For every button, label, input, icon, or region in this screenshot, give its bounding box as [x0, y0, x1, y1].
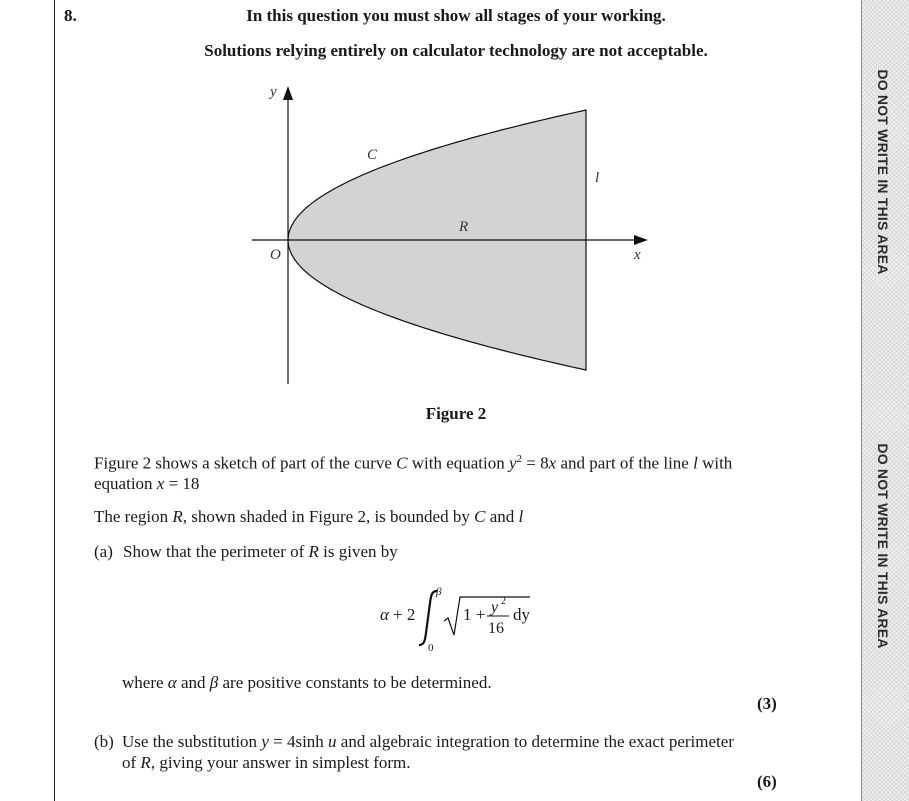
part-b-label: (b) — [94, 732, 114, 751]
x-axis-arrow — [634, 235, 648, 245]
paragraph-description: Figure 2 shows a sketch of part of the curve C with equation $y^2 = 8x$ and part of the line l with equation x = 18 — [94, 453, 733, 493]
part-a-marks: (3) — [757, 694, 777, 713]
origin-label: O — [270, 247, 281, 263]
line-label-l: l — [595, 170, 600, 186]
fraction-numerator: y — [491, 599, 499, 616]
perimeter-integral-formula — [380, 583, 580, 653]
curve-label-c: C — [367, 147, 378, 163]
x-axis-label: x — [634, 247, 641, 263]
y-axis-arrow — [283, 86, 293, 100]
integral-lower-limit: 0 — [428, 642, 434, 653]
formula-plus-two: + 2 — [393, 605, 416, 624]
part-a-label: (a) — [94, 542, 113, 561]
formula-alpha: α — [380, 605, 389, 624]
constants-note: where α and β are positive constants to be determined. — [122, 673, 492, 692]
integral-upper-limit: β — [436, 586, 442, 598]
fraction-numerator-exponent: 2 — [501, 596, 506, 607]
instruction-calculator: Solutions relying entirely on calculator technology are not acceptable. — [204, 41, 708, 60]
integral-sign — [419, 591, 437, 645]
region-label-r: R — [459, 219, 469, 235]
paragraph-region: The region R, shown shaded in Figure 2, is bounded by C and l — [94, 507, 524, 526]
part-b-prompt: (b) Use the substitution y = 4sinh u and algebraic integration to determine the exact perimeter of R, giving your answer in simplest form. — [94, 732, 734, 772]
question-number: 8. — [64, 6, 77, 25]
formula-one-plus: 1 + — [463, 605, 486, 624]
figure-caption: Figure 2 — [425, 404, 487, 423]
y-axis-label: y — [270, 84, 277, 100]
formula-dy: dy — [513, 605, 530, 624]
instruction-working: In this question you must show all stages of your working. — [246, 6, 666, 25]
part-a-prompt: (a) Show that the perimeter of R is given by — [94, 542, 398, 561]
part-b-marks: (6) — [757, 772, 777, 791]
fraction-denominator: 16 — [488, 620, 504, 637]
